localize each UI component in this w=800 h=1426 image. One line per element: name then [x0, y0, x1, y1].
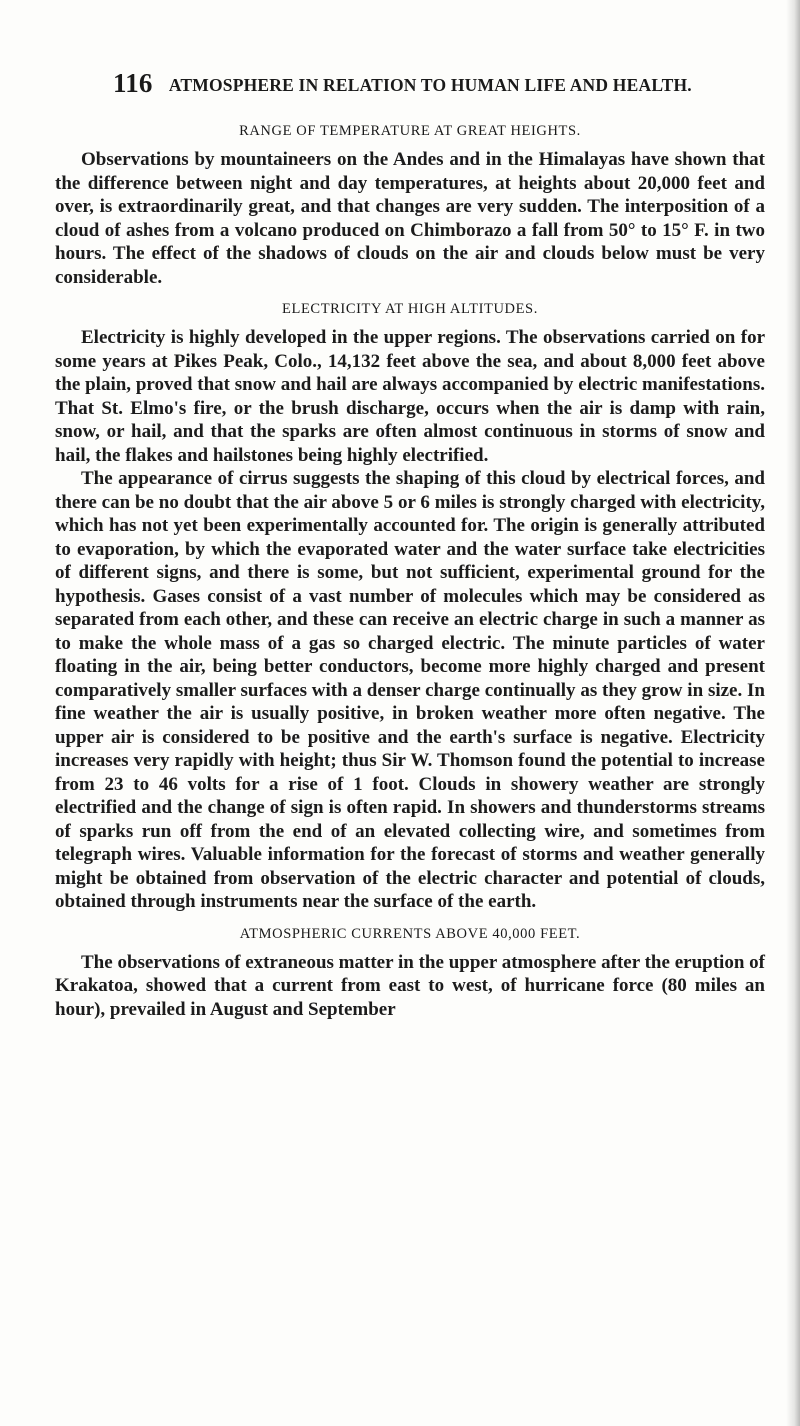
page-edge-shadow — [786, 0, 800, 1426]
running-header — [113, 68, 753, 99]
page-body — [55, 116, 765, 1021]
paragraph: The observations of extraneous matter in the upper atmosphere after the eruption of Krakatoa, showed that a current from east to west, of hurricane force (80 miles an hour), prevailed in August and September — [55, 951, 765, 1020]
section-heading: RANGE OF TEMPERATURE AT GREAT HEIGHTS. — [239, 123, 581, 139]
section-temperature — [55, 120, 765, 289]
paragraph: Electricity is highly developed in the upper regions. The observations carried on for some years at Pikes Peak, Colo., 14,132 feet above the sea, and about 8,000 feet above the plain, proved that snow and hail are always accompanied by electric manifestations. That St. Elmo's fire, or the brush discharge, occurs when the air is damp with rain, snow, or hail, and that the sparks are often almost continuous in storms of snow and hail, the flakes and hailstones being highly electrified. — [55, 327, 765, 466]
paragraph: Observations by mountaineers on the Andes and in the Himalayas have shown that the difference between night and day temperatures, at heights about 20,000 feet and over, is extraordinarily great, and that changes are very sudden. The interposition of a cloud of ashes from a volcano produced on Chimborazo a fall from 50° to 15° F. in two hours. The effect of the shadows of clouds on the air and clouds below must be very considerable. — [55, 149, 765, 288]
section-heading: ELECTRICITY AT HIGH ALTITUDES. — [282, 301, 538, 317]
section-heading: ATMOSPHERIC CURRENTS ABOVE 40,000 FEET. — [239, 925, 581, 942]
section-currents — [55, 923, 765, 1022]
running-title: ATMOSPHERE IN RELATION TO HUMAN LIFE AND HEALTH. — [168, 75, 692, 95]
section-electricity — [55, 298, 765, 914]
page-number: 116 — [113, 68, 153, 98]
paragraph: The appearance of cirrus suggests the shaping of this cloud by electrical forces, and there can be no doubt that the air above 5 or 6 miles is strongly charged with electricity, which has not yet been experimentally accounted for. The origin is generally attributed to evaporation, by which the evaporated water and the water surface take electricities of different signs, and there is some, but not sufficient, experimental ground for the hypothesis. Gases consist of a vast number of molecules which may be considered as separated from each other, and these can receive an electric charge in such a manner as to make the whole mass of a gas so charged electric. The minute particles of water floating in the air, being better conductors, become more highly charged and present comparatively smaller surfaces with a denser charge continually as they grow in size. In fine weather the air is usually positive, in broken weather more often negative. The upper air is considered to be positive and the earth's surface is negative. Electricity increases very rapidly with height; thus Sir W. Thomson found the potential to increase from 23 to 46 volts for a rise of 1 foot. Clouds in showery weather are strongly electrified and the change of sign is often rapid. In showers and thunderstorms streams of sparks run off from the end of an elevated collecting wire, and sometimes from telegraph wires. Valuable information for the forecast of storms and weather generally might be obtained from observation of the electric character and potential of clouds, obtained through instruments near the surface of the earth. — [55, 468, 765, 912]
